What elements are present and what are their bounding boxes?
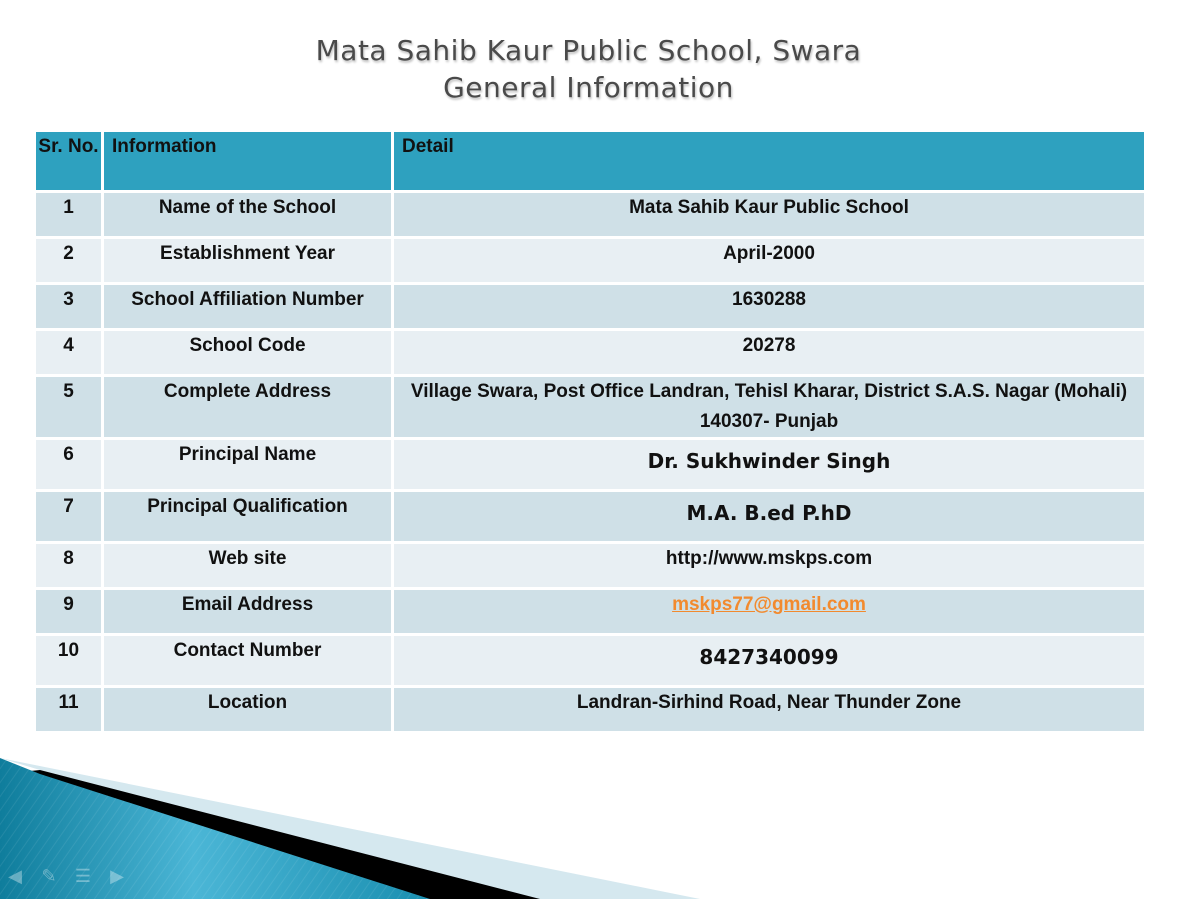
sr-cell: 8 [35, 543, 103, 589]
general-info-table [33, 129, 1147, 734]
information-cell: Web site [103, 543, 393, 589]
slideshow-nav [0, 866, 128, 890]
sr-cell: 2 [35, 238, 103, 284]
sr-cell: 3 [35, 284, 103, 330]
table-row [35, 376, 1146, 439]
information-cell: Location [103, 687, 393, 733]
table-row [35, 192, 1146, 238]
information-cell: Principal Qualification [103, 491, 393, 543]
menu-icon[interactable]: ☰ [74, 866, 92, 886]
information-cell: Name of the School [103, 192, 393, 238]
information-cell: Complete Address [103, 376, 393, 439]
information-cell: Contact Number [103, 635, 393, 687]
table-row [35, 284, 1146, 330]
information-cell: Establishment Year [103, 238, 393, 284]
detail-cell: April-2000 [393, 238, 1146, 284]
email-link[interactable]: mskps77@gmail.com [672, 594, 866, 615]
detail-cell: Dr. Sukhwinder Singh [393, 439, 1146, 491]
slide-title [0, 32, 1177, 106]
header-information: Information [103, 131, 393, 192]
website-link[interactable]: http://www.mskps.com [665, 548, 873, 569]
arrow-left-icon[interactable]: ◀ [8, 866, 22, 886]
table-header-row [35, 131, 1146, 192]
header-sr-no: Sr. No. [35, 131, 103, 192]
title-line-1: Mata Sahib Kaur Public School, Swara [315, 34, 862, 67]
sr-cell: 9 [35, 589, 103, 635]
slide-swoosh-decoration [0, 740, 1177, 899]
sr-cell: 4 [35, 330, 103, 376]
detail-cell: 1630288 [393, 284, 1146, 330]
detail-cell: 8427340099 [393, 635, 1146, 687]
detail-cell [393, 589, 1146, 635]
information-cell: Email Address [103, 589, 393, 635]
table-row [35, 635, 1146, 687]
detail-cell: Landran-Sirhind Road, Near Thunder Zone [393, 687, 1146, 733]
detail-cell [393, 543, 1146, 589]
sr-cell: 1 [35, 192, 103, 238]
sr-cell: 10 [35, 635, 103, 687]
title-line-2: General Information [443, 71, 734, 104]
detail-cell: Village Swara, Post Office Landran, Tehisl Kharar, District S.A.S. Nagar (Mohali) 140307- Punjab [393, 376, 1146, 439]
table-row [35, 439, 1146, 491]
detail-cell: M.A. B.ed P.hD [393, 491, 1146, 543]
arrow-right-icon[interactable]: ▶ [110, 866, 124, 886]
sr-cell: 6 [35, 439, 103, 491]
information-cell: Principal Name [103, 439, 393, 491]
table-row [35, 238, 1146, 284]
table-row [35, 491, 1146, 543]
sr-cell: 7 [35, 491, 103, 543]
information-cell: School Affiliation Number [103, 284, 393, 330]
sr-cell: 5 [35, 376, 103, 439]
table-row [35, 330, 1146, 376]
detail-cell: Mata Sahib Kaur Public School [393, 192, 1146, 238]
header-detail: Detail [393, 131, 1146, 192]
table-row [35, 589, 1146, 635]
pen-icon[interactable]: ✎ [41, 866, 57, 886]
sr-cell: 11 [35, 687, 103, 733]
table-row [35, 687, 1146, 733]
detail-cell: 20278 [393, 330, 1146, 376]
information-cell: School Code [103, 330, 393, 376]
table-row [35, 543, 1146, 589]
